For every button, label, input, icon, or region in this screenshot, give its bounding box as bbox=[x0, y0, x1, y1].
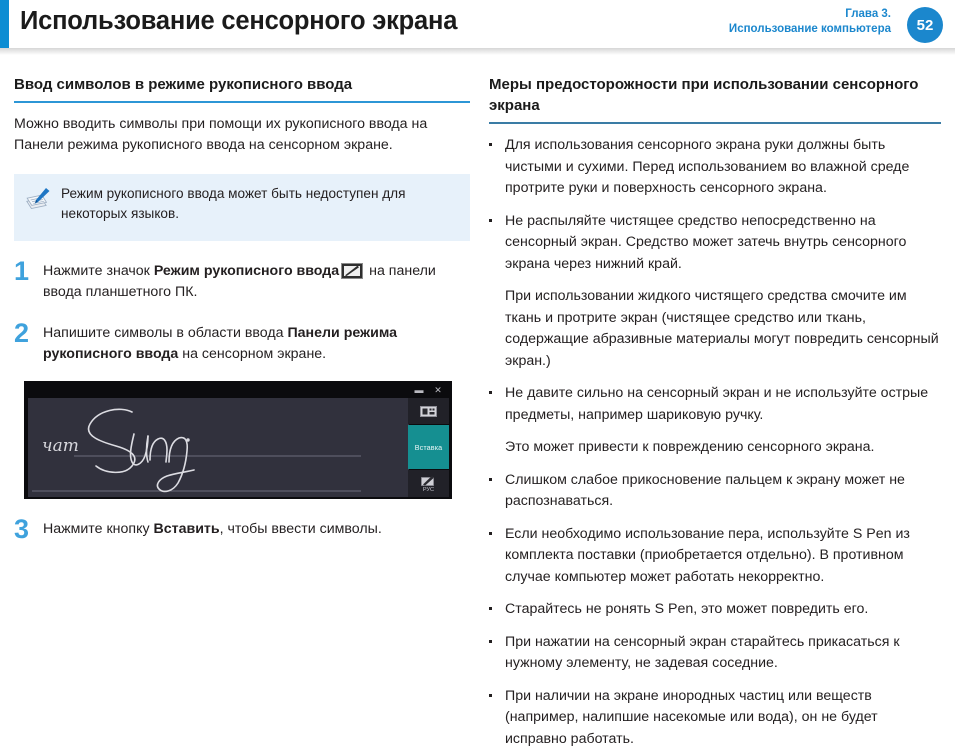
header-shadow bbox=[0, 48, 955, 55]
bullet-subtext: Это может привести к повреждению сенсорного экрана. bbox=[505, 437, 941, 459]
bullet-text: Не распыляйте чистящее средство непосредственно на сенсорный экран. Средство может затечь внутрь сенсорного экрана через нижний край. bbox=[505, 211, 941, 276]
bullet-body bbox=[505, 599, 868, 621]
chapter-info bbox=[729, 7, 891, 37]
bullet-dot-icon bbox=[489, 632, 494, 675]
step-2-bold: Панели режима рукописного ввода bbox=[43, 325, 397, 362]
list-item bbox=[489, 135, 941, 200]
header-accent-bar bbox=[0, 0, 9, 48]
step-1-text bbox=[43, 259, 470, 303]
bullet-body bbox=[505, 686, 941, 750]
right-section-rule bbox=[489, 122, 941, 124]
step-3-bold: Вставить bbox=[154, 521, 220, 537]
list-item bbox=[489, 211, 941, 373]
handwriting-text: чат bbox=[42, 436, 79, 456]
chapter-number: Глава 3. bbox=[729, 7, 891, 22]
step-3-text bbox=[43, 517, 382, 540]
list-item bbox=[489, 383, 941, 459]
step-3-text-after: , чтобы ввести символы. bbox=[220, 521, 382, 537]
bullet-dot-icon bbox=[489, 524, 494, 589]
list-item bbox=[489, 524, 941, 589]
step-1-number: 1 bbox=[14, 259, 34, 283]
left-section-title: Ввод символов в режиме рукописного ввода bbox=[14, 74, 470, 101]
step-2 bbox=[14, 321, 470, 365]
bullet-text: Если необходимо использование пера, используйте S Pen из комплекта поставки (приобретается отдельно). В противном случае компьютер может работать некорректно. bbox=[505, 524, 941, 589]
close-icon[interactable]: ✕ bbox=[432, 385, 444, 395]
step-2-text-after: на сенсорном экране. bbox=[178, 346, 326, 362]
bullet-dot-icon bbox=[489, 135, 494, 200]
bullet-subtext: При использовании жидкого чистящего средства смочите им ткань и протрите экран (чистящее средство или ткань, содержащие абразивные материалы могут повредить сенсорный экран.) bbox=[505, 286, 941, 372]
step-3-number: 3 bbox=[14, 517, 34, 541]
figure-titlebar bbox=[25, 382, 451, 397]
page-header bbox=[0, 0, 955, 48]
step-2-number: 2 bbox=[14, 321, 34, 345]
note-pen-icon bbox=[24, 185, 52, 213]
bullet-body bbox=[505, 524, 941, 589]
minimize-icon[interactable]: ▬ bbox=[413, 385, 425, 395]
bullet-body bbox=[505, 211, 941, 373]
bullet-text: При нажатии на сенсорный экран старайтесь прикасаться к нужному элементу, не задевая соседние. bbox=[505, 632, 941, 675]
step-2-text bbox=[43, 321, 470, 365]
bullet-text: Для использования сенсорного экрана руки должны быть чистыми и сухими. Перед использованием во влажной среде протрите руки и поверхность сенсорного экрана. bbox=[505, 135, 941, 200]
figure-sidebar bbox=[408, 398, 449, 497]
right-section-title: Меры предосторожности при использовании сенсорного экрана bbox=[489, 74, 941, 122]
page-title: Использование сенсорного экрана bbox=[20, 7, 457, 36]
list-item bbox=[489, 599, 941, 621]
bullet-text: Не давите сильно на сенсорный экран и не используйте острые предметы, например шариковую ручку. bbox=[505, 383, 941, 426]
language-button-label: РУС bbox=[423, 487, 434, 493]
step-1-text-after: на панели ввода планшетного ПК. bbox=[43, 263, 436, 300]
step-2-text-before: Напишите символы в области ввода bbox=[43, 325, 287, 341]
bullet-dot-icon bbox=[489, 686, 494, 750]
note-box bbox=[14, 174, 470, 241]
right-column bbox=[489, 74, 941, 750]
left-section-rule bbox=[14, 101, 470, 103]
bullet-body bbox=[505, 135, 941, 200]
handwriting-canvas[interactable] bbox=[28, 398, 409, 497]
left-column bbox=[14, 74, 470, 541]
handwriting-mode-icon bbox=[341, 263, 363, 279]
bullet-dot-icon bbox=[489, 470, 494, 513]
list-item bbox=[489, 686, 941, 750]
bullet-body bbox=[505, 470, 941, 513]
keyboard-icon[interactable] bbox=[408, 398, 449, 424]
chapter-name: Использование компьютера bbox=[729, 22, 891, 37]
language-button[interactable] bbox=[408, 470, 449, 497]
step-3-text-before: Нажмите кнопку bbox=[43, 521, 154, 537]
insert-button[interactable]: Вставка bbox=[408, 425, 449, 469]
bullet-dot-icon bbox=[489, 383, 494, 459]
handwriting-pad-icon bbox=[421, 475, 436, 486]
step-1 bbox=[14, 259, 470, 303]
step-3 bbox=[14, 517, 470, 541]
intro-paragraph: Можно вводить символы при помощи их рукописного ввода на Панели режима рукописного ввода на сенсорном экране. bbox=[14, 114, 470, 156]
bullet-text: Старайтесь не ронять S Pen, это может повредить его. bbox=[505, 599, 868, 621]
bullet-dot-icon bbox=[489, 599, 494, 621]
bullet-dot-icon bbox=[489, 211, 494, 373]
step-1-text-before: Нажмите значок bbox=[43, 263, 154, 279]
bullet-text: Слишком слабое прикосновение пальцем к экрану может не распознаваться. bbox=[505, 470, 941, 513]
list-item bbox=[489, 470, 941, 513]
handwriting-panel-figure bbox=[24, 381, 452, 499]
bullet-text: При наличии на экране инородных частиц или веществ (например, налипшие насекомые или вода), он не будет исправно работать. bbox=[505, 686, 941, 750]
bullet-body bbox=[505, 383, 941, 459]
list-item bbox=[489, 632, 941, 675]
note-text: Режим рукописного ввода может быть недоступен для некоторых языков. bbox=[61, 184, 458, 224]
page-number-badge: 52 bbox=[907, 7, 943, 43]
bullet-body bbox=[505, 632, 941, 675]
step-1-bold: Режим рукописного ввода bbox=[154, 263, 339, 279]
